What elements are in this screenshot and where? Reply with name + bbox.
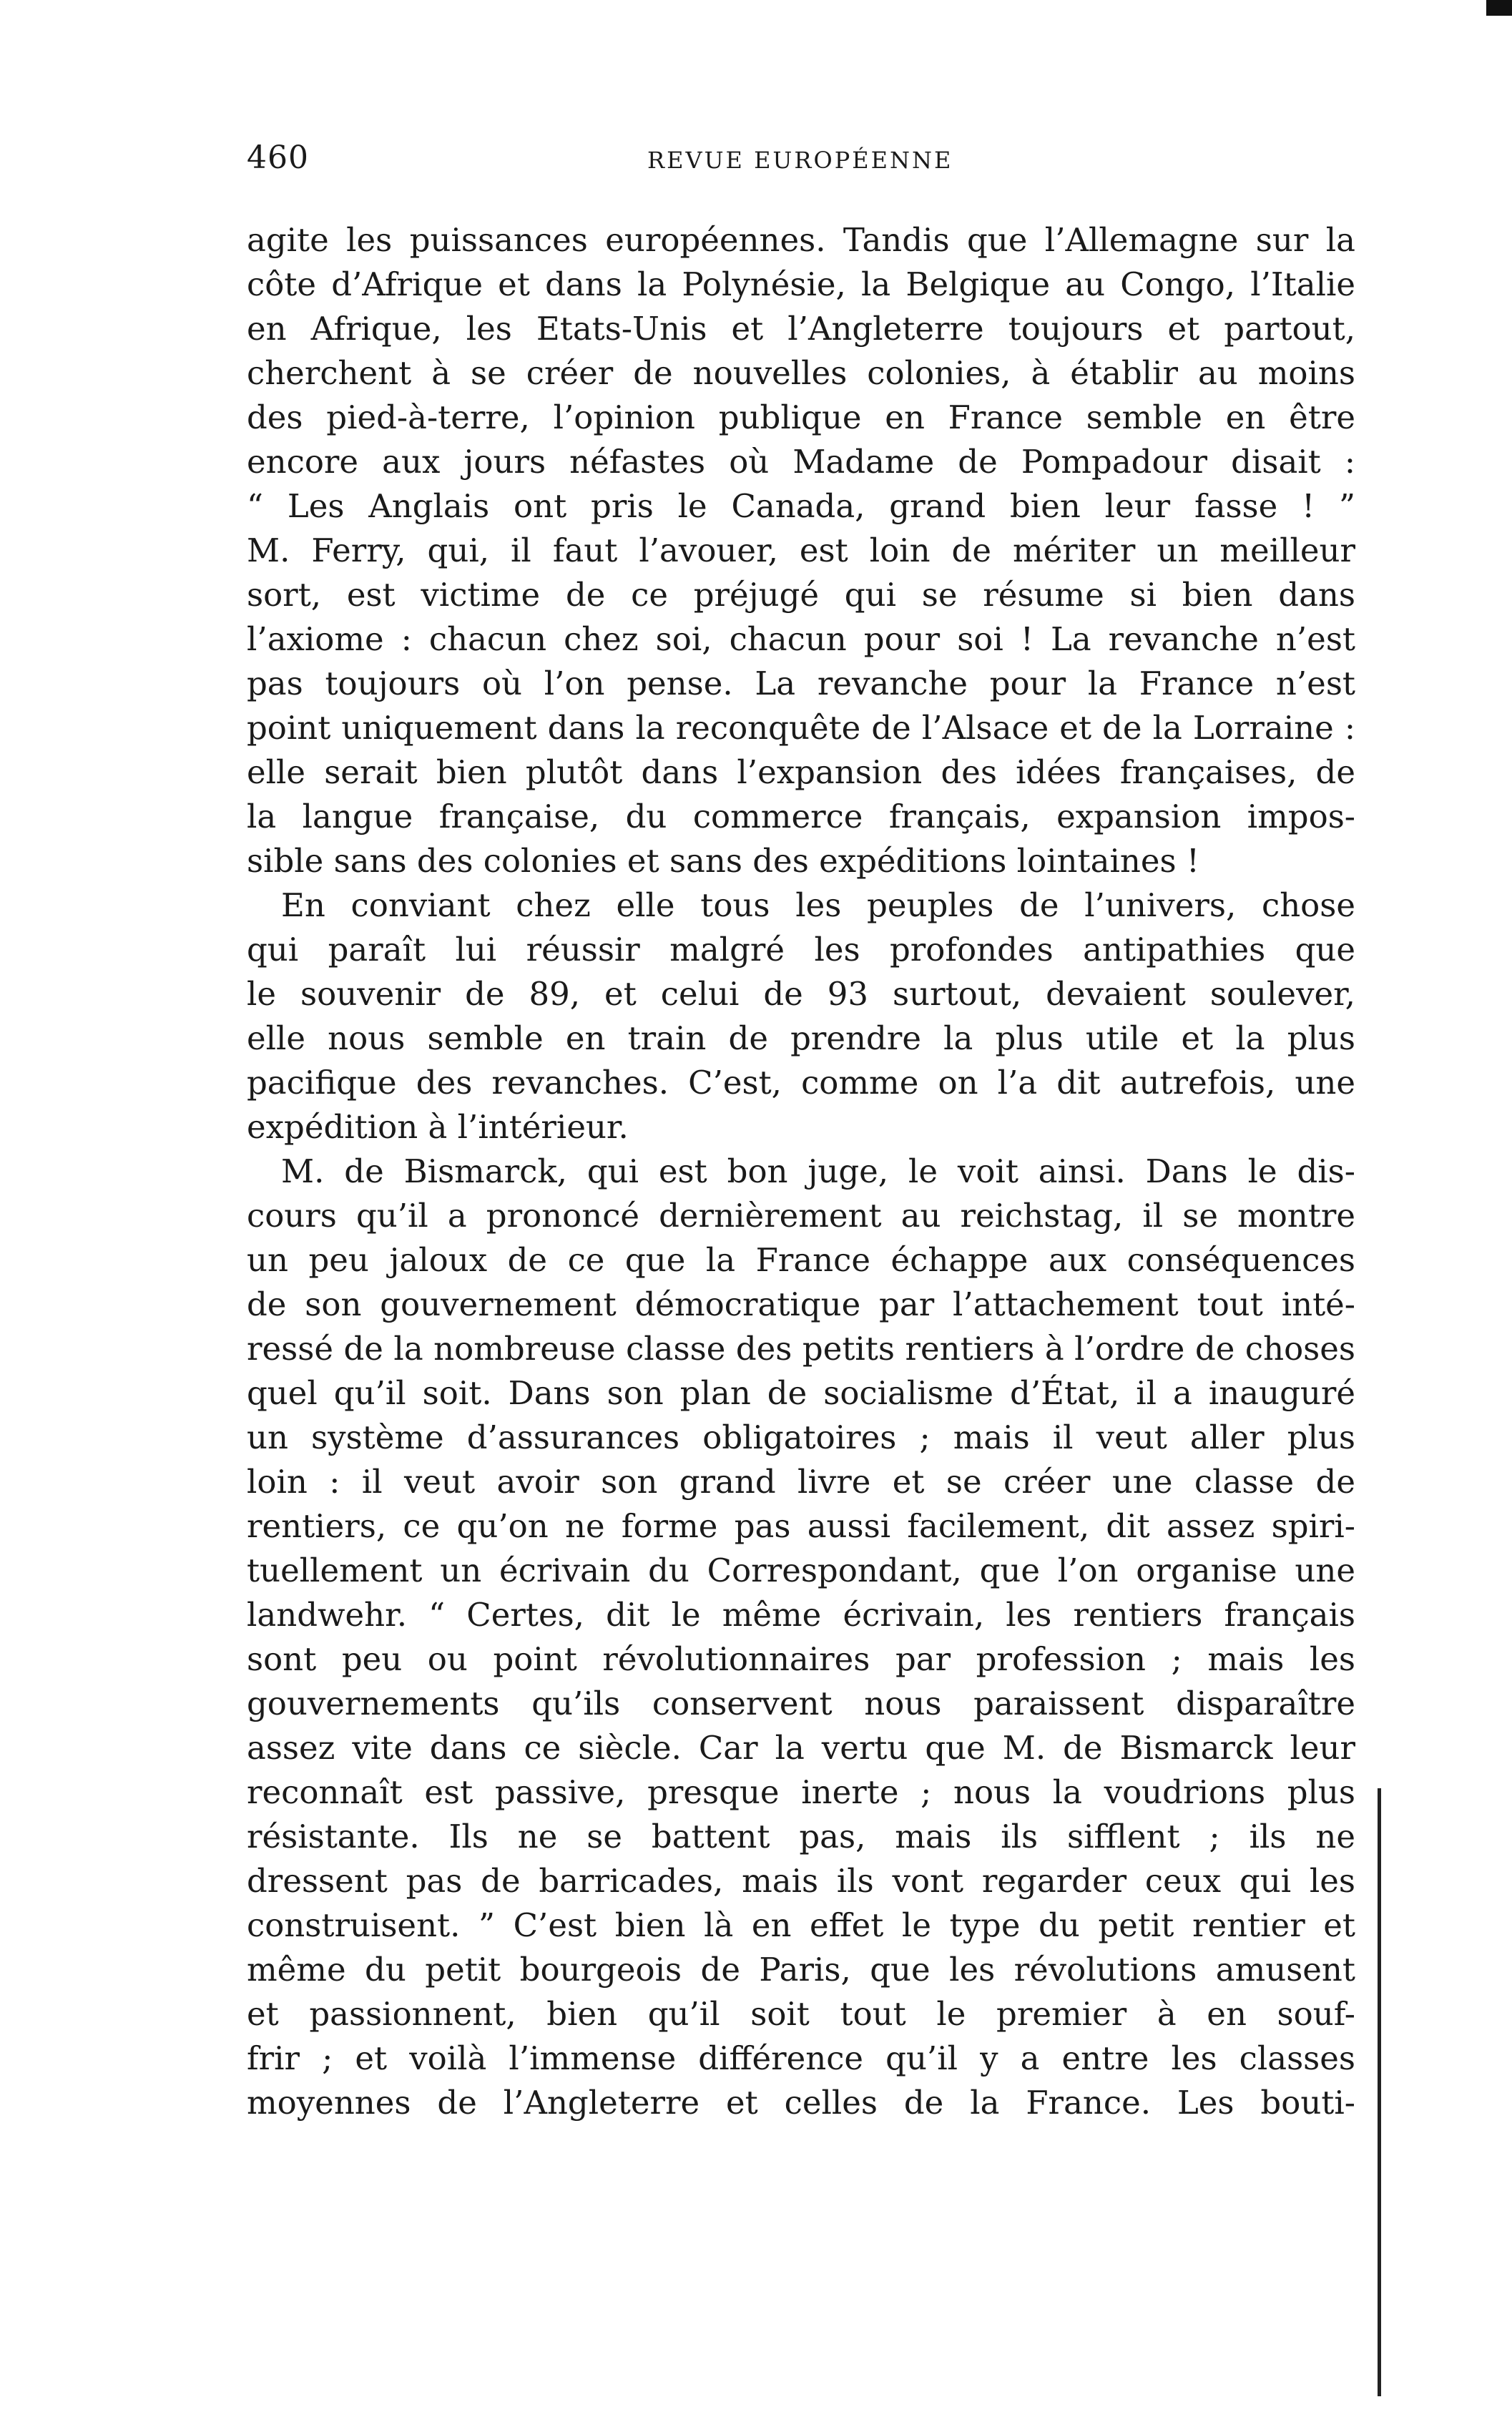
text-line: agite les puissances européennes. Tandis que l’Allemagne sur la	[247, 221, 1355, 259]
text-line: quel qu’il soit. Dans son plan de socialisme d’État, il a inauguré	[247, 1374, 1355, 1412]
scan-corner-mark	[1486, 0, 1512, 16]
text-line: rentiers, ce qu’on ne forme pas aussi facilement, dit assez spiri-	[247, 1507, 1355, 1545]
scan-margin-rule	[1378, 1788, 1381, 2396]
text-line: “ Les Anglais ont pris le Canada, grand bien leur fasse ! ”	[247, 487, 1355, 525]
text-line: point uniquement dans la reconquête de l’Alsace et de la Lorraine :	[247, 709, 1355, 747]
page-number: 460	[247, 139, 309, 176]
text-line: pas toujours où l’on pense. La revanche pour la France n’est	[247, 665, 1355, 702]
text-line: gouvernements qu’ils conservent nous paraissent disparaître	[247, 1685, 1355, 1722]
text-line: de son gouvernement démocratique par l’attachement tout inté-	[247, 1285, 1355, 1323]
text-line: assez vite dans ce siècle. Car la vertu que M. de Bismarck leur	[247, 1729, 1355, 1767]
text-line: construisent. ” C’est bien là en effet le type du petit rentier et	[247, 1906, 1355, 1944]
text-line: en Afrique, les Etats-Unis et l’Angleterre toujours et partout,	[247, 310, 1355, 348]
text-line: moyennes de l’Angleterre et celles de la France. Les bouti-	[247, 2084, 1355, 2122]
text-line: landwehr. “ Certes, dit le même écrivain, les rentiers français	[247, 1596, 1355, 1634]
paragraph-start-line: M. de Bismarck, qui est bon juge, le voit ainsi. Dans le dis-	[281, 1152, 1355, 1190]
text-line: pacifique des revanches. C’est, comme on l’a dit autrefois, une	[247, 1064, 1355, 1102]
text-line: sort, est victime de ce préjugé qui se résume si bien dans	[247, 576, 1355, 614]
text-line: cherchent à se créer de nouvelles colonies, à établir au moins	[247, 354, 1355, 392]
text-line: un système d’assurances obligatoires ; mais il veut aller plus	[247, 1418, 1355, 1456]
text-line: ressé de la nombreuse classe des petits rentiers à l’ordre de choses	[247, 1330, 1355, 1368]
text-line: tuellement un écrivain du Correspondant, que l’on organise une	[247, 1551, 1355, 1589]
text-line: et passionnent, bien qu’il soit tout le premier à en souf-	[247, 1995, 1355, 2033]
text-line: cours qu’il a prononcé dernièrement au reichstag, il se montre	[247, 1197, 1355, 1235]
text-line: sible sans des colonies et sans des expéditions lointaines !	[247, 842, 1199, 880]
paragraph-start-line: En conviant chez elle tous les peuples de l’univers, chose	[281, 886, 1355, 924]
running-header	[247, 139, 1377, 190]
text-line: expédition à l’intérieur.	[247, 1108, 629, 1146]
text-line: côte d’Afrique et dans la Polynésie, la Belgique au Congo, l’Italie	[247, 265, 1355, 303]
text-line: frir ; et voilà l’immense différence qu’il y a entre les classes	[247, 2039, 1355, 2077]
text-line: elle nous semble en train de prendre la plus utile et la plus	[247, 1019, 1355, 1057]
text-line: dressent pas de barricades, mais ils vont regarder ceux qui les	[247, 1862, 1355, 1900]
text-line: encore aux jours néfastes où Madame de Pompadour disait :	[247, 443, 1355, 481]
running-title: REVUE EUROPÉENNE	[647, 147, 953, 174]
text-line: un peu jaloux de ce que la France échappe aux conséquences	[247, 1241, 1355, 1279]
text-line: le souvenir de 89, et celui de 93 surtout, devaient soulever,	[247, 975, 1355, 1013]
text-line: M. Ferry, qui, il faut l’avouer, est loin de mériter un meilleur	[247, 531, 1355, 569]
text-line: loin : il veut avoir son grand livre et se créer une classe de	[247, 1463, 1355, 1501]
body-text	[247, 218, 1355, 2125]
text-line: sont peu ou point révolutionnaires par profession ; mais les	[247, 1640, 1355, 1678]
text-line: l’axiome : chacun chez soi, chacun pour soi ! La revanche n’est	[247, 620, 1355, 658]
text-line: même du petit bourgeois de Paris, que les révolutions amusent	[247, 1951, 1355, 1989]
text-line: des pied-à-terre, l’opinion publique en France semble en être	[247, 398, 1355, 436]
text-line: qui paraît lui réussir malgré les profondes antipathies que	[247, 931, 1355, 969]
text-line: résistante. Ils ne se battent pas, mais ils sifflent ; ils ne	[247, 1818, 1355, 1855]
text-line: reconnaît est passive, presque inerte ; nous la voudrions plus	[247, 1773, 1355, 1811]
text-line: la langue française, du commerce français, expansion impos-	[247, 798, 1355, 835]
text-line: elle serait bien plutôt dans l’expansion des idées françaises, de	[247, 753, 1355, 791]
